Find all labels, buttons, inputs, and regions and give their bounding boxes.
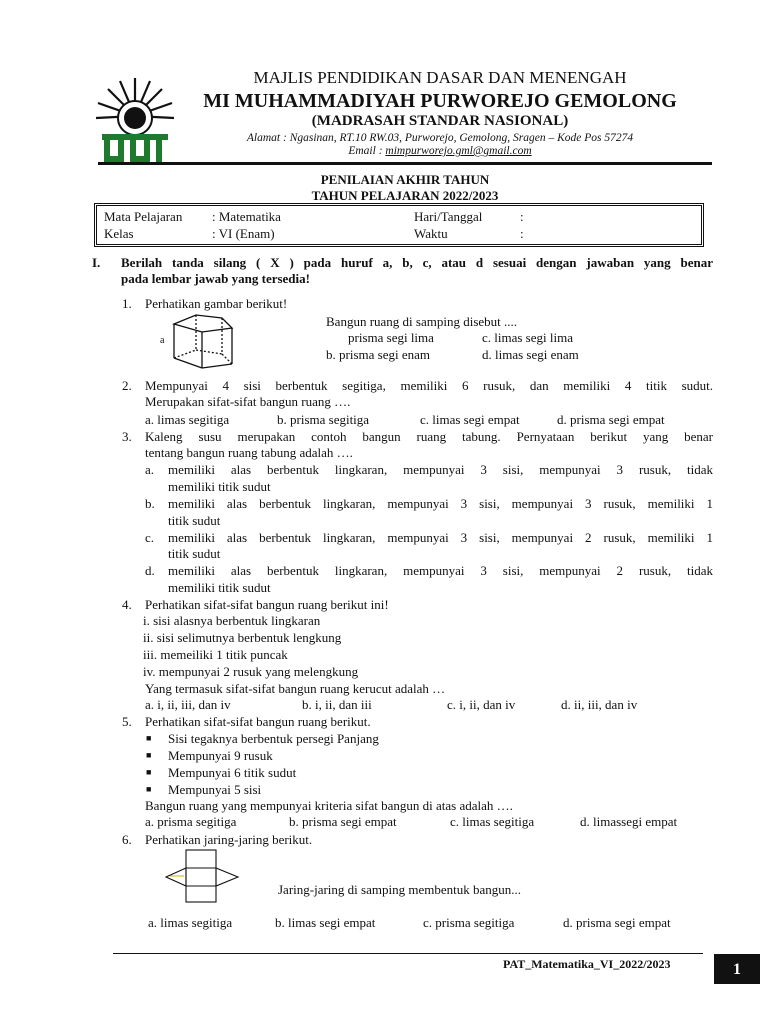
page-number: 1	[733, 961, 741, 978]
q3-line1: Kaleng susu merupakan contoh bangun ruang tabung. Pernyataan berikut yang benar	[145, 429, 713, 444]
q3-option-b-letter[interactable]: b.	[145, 496, 155, 511]
q4-option-b[interactable]: b. i, ii, dan iii	[302, 697, 372, 712]
q2-option-c[interactable]: c. limas segi empat	[420, 412, 520, 427]
section-instruction-line1: Berilah tanda silang ( X ) pada huruf a, b, c, atau d sesuai dengan jawaban yang benar	[121, 255, 713, 270]
q4-item-2: ii. sisi selimutnya berbentuk lengkung	[143, 630, 342, 645]
q4-option-d[interactable]: d. ii, iii, dan iv	[561, 697, 638, 712]
time-label: Waktu	[414, 226, 448, 241]
q2-line2: Merupakan sifat-sifat bangun ruang ….	[145, 394, 351, 409]
q2-option-b[interactable]: b. prisma segitiga	[277, 412, 370, 427]
q4-prompt: Yang termasuk sifat-sifat bangun ruang kerucut adalah …	[145, 681, 446, 696]
q5-option-d[interactable]: d. limassegi empat	[580, 814, 678, 829]
subject-value: : Matematika	[212, 209, 281, 224]
q4-option-c[interactable]: c. i, ii, dan iv	[447, 697, 516, 712]
q5-option-b[interactable]: b. prisma segi empat	[289, 814, 397, 829]
info-box	[96, 205, 702, 245]
school-email-line	[180, 145, 700, 157]
q3-option-a-line2[interactable]: memiliki titik sudut	[168, 479, 271, 494]
q5-bullet-1: Sisi tegaknya berbentuk persegi Panjang	[168, 731, 379, 746]
school-logo	[94, 76, 176, 166]
header-line1: MAJLIS PENDIDIKAN DASAR DAN MENENGAH	[253, 68, 627, 87]
q1-option-b[interactable]: b. prisma segi enam	[326, 347, 430, 362]
q3-option-d-line2[interactable]: memiliki titik sudut	[168, 580, 271, 595]
q1-text: Perhatikan gambar berikut!	[145, 296, 288, 311]
q6-prompt: Jaring-jaring di samping membentuk bangun...	[278, 882, 521, 897]
q4-item-4: iv. mempunyai 2 rusuk yang melengkung	[143, 664, 359, 679]
school-address: Alamat : Ngasinan, RT.10 RW.03, Purworejo, Gemolong, Sragen – Kode Pos 57274	[246, 132, 634, 144]
section-instruction-line2: pada lembar jawab yang tersedia!	[121, 271, 310, 286]
q5-bullet-4: Mempunyai 5 sisi	[168, 782, 262, 797]
q6-number: 6.	[122, 832, 132, 847]
q6-option-c[interactable]: c. prisma segitiga	[423, 915, 515, 930]
header-divider	[98, 162, 712, 165]
subject-label: Mata Pelajaran	[104, 209, 183, 224]
q4-text: Perhatikan sifat-sifat bangun ruang berikut ini!	[145, 597, 389, 612]
q3-line2: tentang bangun ruang tabung adalah ….	[145, 445, 353, 460]
q5-bullet-2-marker: ■	[146, 750, 152, 760]
q3-option-c-line2[interactable]: titik sudut	[168, 546, 221, 561]
q3-option-d-line1[interactable]: memiliki alas berbentuk lingkaran, mempunyai 3 sisi, mempunyai 2 rusuk, tidak	[168, 563, 713, 578]
q4-number: 4.	[122, 597, 132, 612]
day-label: Hari/Tanggal	[414, 209, 483, 224]
q4-item-1: i. sisi alasnya berbentuk lingkaran	[143, 613, 321, 628]
email-label: Email :	[348, 145, 386, 157]
q5-bullet-3: Mempunyai 6 titik sudut	[168, 765, 297, 780]
q2-option-a[interactable]: a. limas segitiga	[145, 412, 230, 427]
footer-divider	[113, 953, 703, 954]
footer-code: PAT_Matematika_VI_2022/2023	[503, 957, 671, 971]
q6-option-b[interactable]: b. limas segi empat	[275, 915, 376, 930]
pentagonal-prism-figure	[158, 312, 244, 372]
q2-option-d[interactable]: d. prisma segi empat	[557, 412, 665, 427]
q5-option-a[interactable]: a. prisma segitiga	[145, 814, 237, 829]
q3-option-c-letter[interactable]: c.	[145, 530, 155, 545]
time-value: :	[520, 226, 524, 241]
q1-option-d[interactable]: d. limas segi enam	[482, 347, 579, 362]
q1-number: 1.	[122, 296, 132, 311]
q5-option-c[interactable]: c. limas segitiga	[450, 814, 535, 829]
q5-number: 5.	[122, 714, 132, 729]
class-value: : VI (Enam)	[212, 226, 275, 241]
q6-option-d[interactable]: d. prisma segi empat	[563, 915, 671, 930]
q5-bullet-3-marker: ■	[146, 767, 152, 777]
q5-bullet-2: Mempunyai 9 rusuk	[168, 748, 273, 763]
q5-prompt: Bangun ruang yang mempunyai kriteria sifat bangun di atas adalah ….	[145, 798, 513, 813]
q3-option-a-letter[interactable]: a.	[145, 462, 155, 477]
q3-option-b-line2[interactable]: titik sudut	[168, 513, 221, 528]
q1-prompt: Bangun ruang di samping disebut ....	[326, 314, 518, 329]
school-name: MI MUHAMMADIYAH PURWOREJO GEMOLONG	[203, 90, 677, 112]
school-subtitle: (MADRASAH STANDAR NASIONAL)	[311, 113, 569, 129]
class-label: Kelas	[104, 226, 134, 241]
q1-option-c[interactable]: c. limas segi lima	[482, 330, 573, 345]
q6-text: Perhatikan jaring-jaring berikut.	[145, 832, 313, 847]
exam-title: PENILAIAN AKHIR TAHUN	[320, 172, 490, 187]
email-link[interactable]: mimpurworejo.gml@gmail.com	[385, 145, 532, 157]
q1-figure-label: a	[160, 335, 165, 346]
q3-option-c-line1[interactable]: memiliki alas berbentuk lingkaran, mempunyai 3 sisi, mempunyai 2 rusuk, memiliki 1	[168, 530, 713, 545]
q4-item-3: iii. memeiliki 1 titik puncak	[143, 647, 288, 662]
q3-number: 3.	[122, 429, 132, 444]
day-value: :	[520, 209, 524, 224]
q6-option-a[interactable]: a. limas segitiga	[148, 915, 233, 930]
q3-option-d-letter[interactable]: d.	[145, 563, 155, 578]
q5-text: Perhatikan sifat-sifat bangun ruang berikut.	[145, 714, 371, 729]
q5-bullet-4-marker: ■	[146, 784, 152, 794]
exam-year: TAHUN PELAJARAN 2022/2023	[311, 188, 499, 203]
q4-option-a[interactable]: a. i, ii, iii, dan iv	[145, 697, 231, 712]
q1-option-a[interactable]: prisma segi lima	[348, 330, 434, 345]
q3-option-a-line1[interactable]: memiliki alas berbentuk lingkaran, mempunyai 3 sisi, mempunyai 3 rusuk, tidak	[168, 462, 713, 477]
q5-bullet-1-marker: ■	[146, 733, 152, 743]
q2-number: 2.	[122, 378, 132, 393]
q3-option-b-line1[interactable]: memiliki alas berbentuk lingkaran, mempunyai 3 sisi, mempunyai 3 rusuk, memiliki 1	[168, 496, 713, 511]
section-number: I.	[92, 255, 101, 270]
prism-net-figure	[160, 848, 244, 904]
q2-line1: Mempunyai 4 sisi berbentuk segitiga, memiliki 6 rusuk, dan memiliki 4 titik sudut.	[145, 378, 713, 393]
